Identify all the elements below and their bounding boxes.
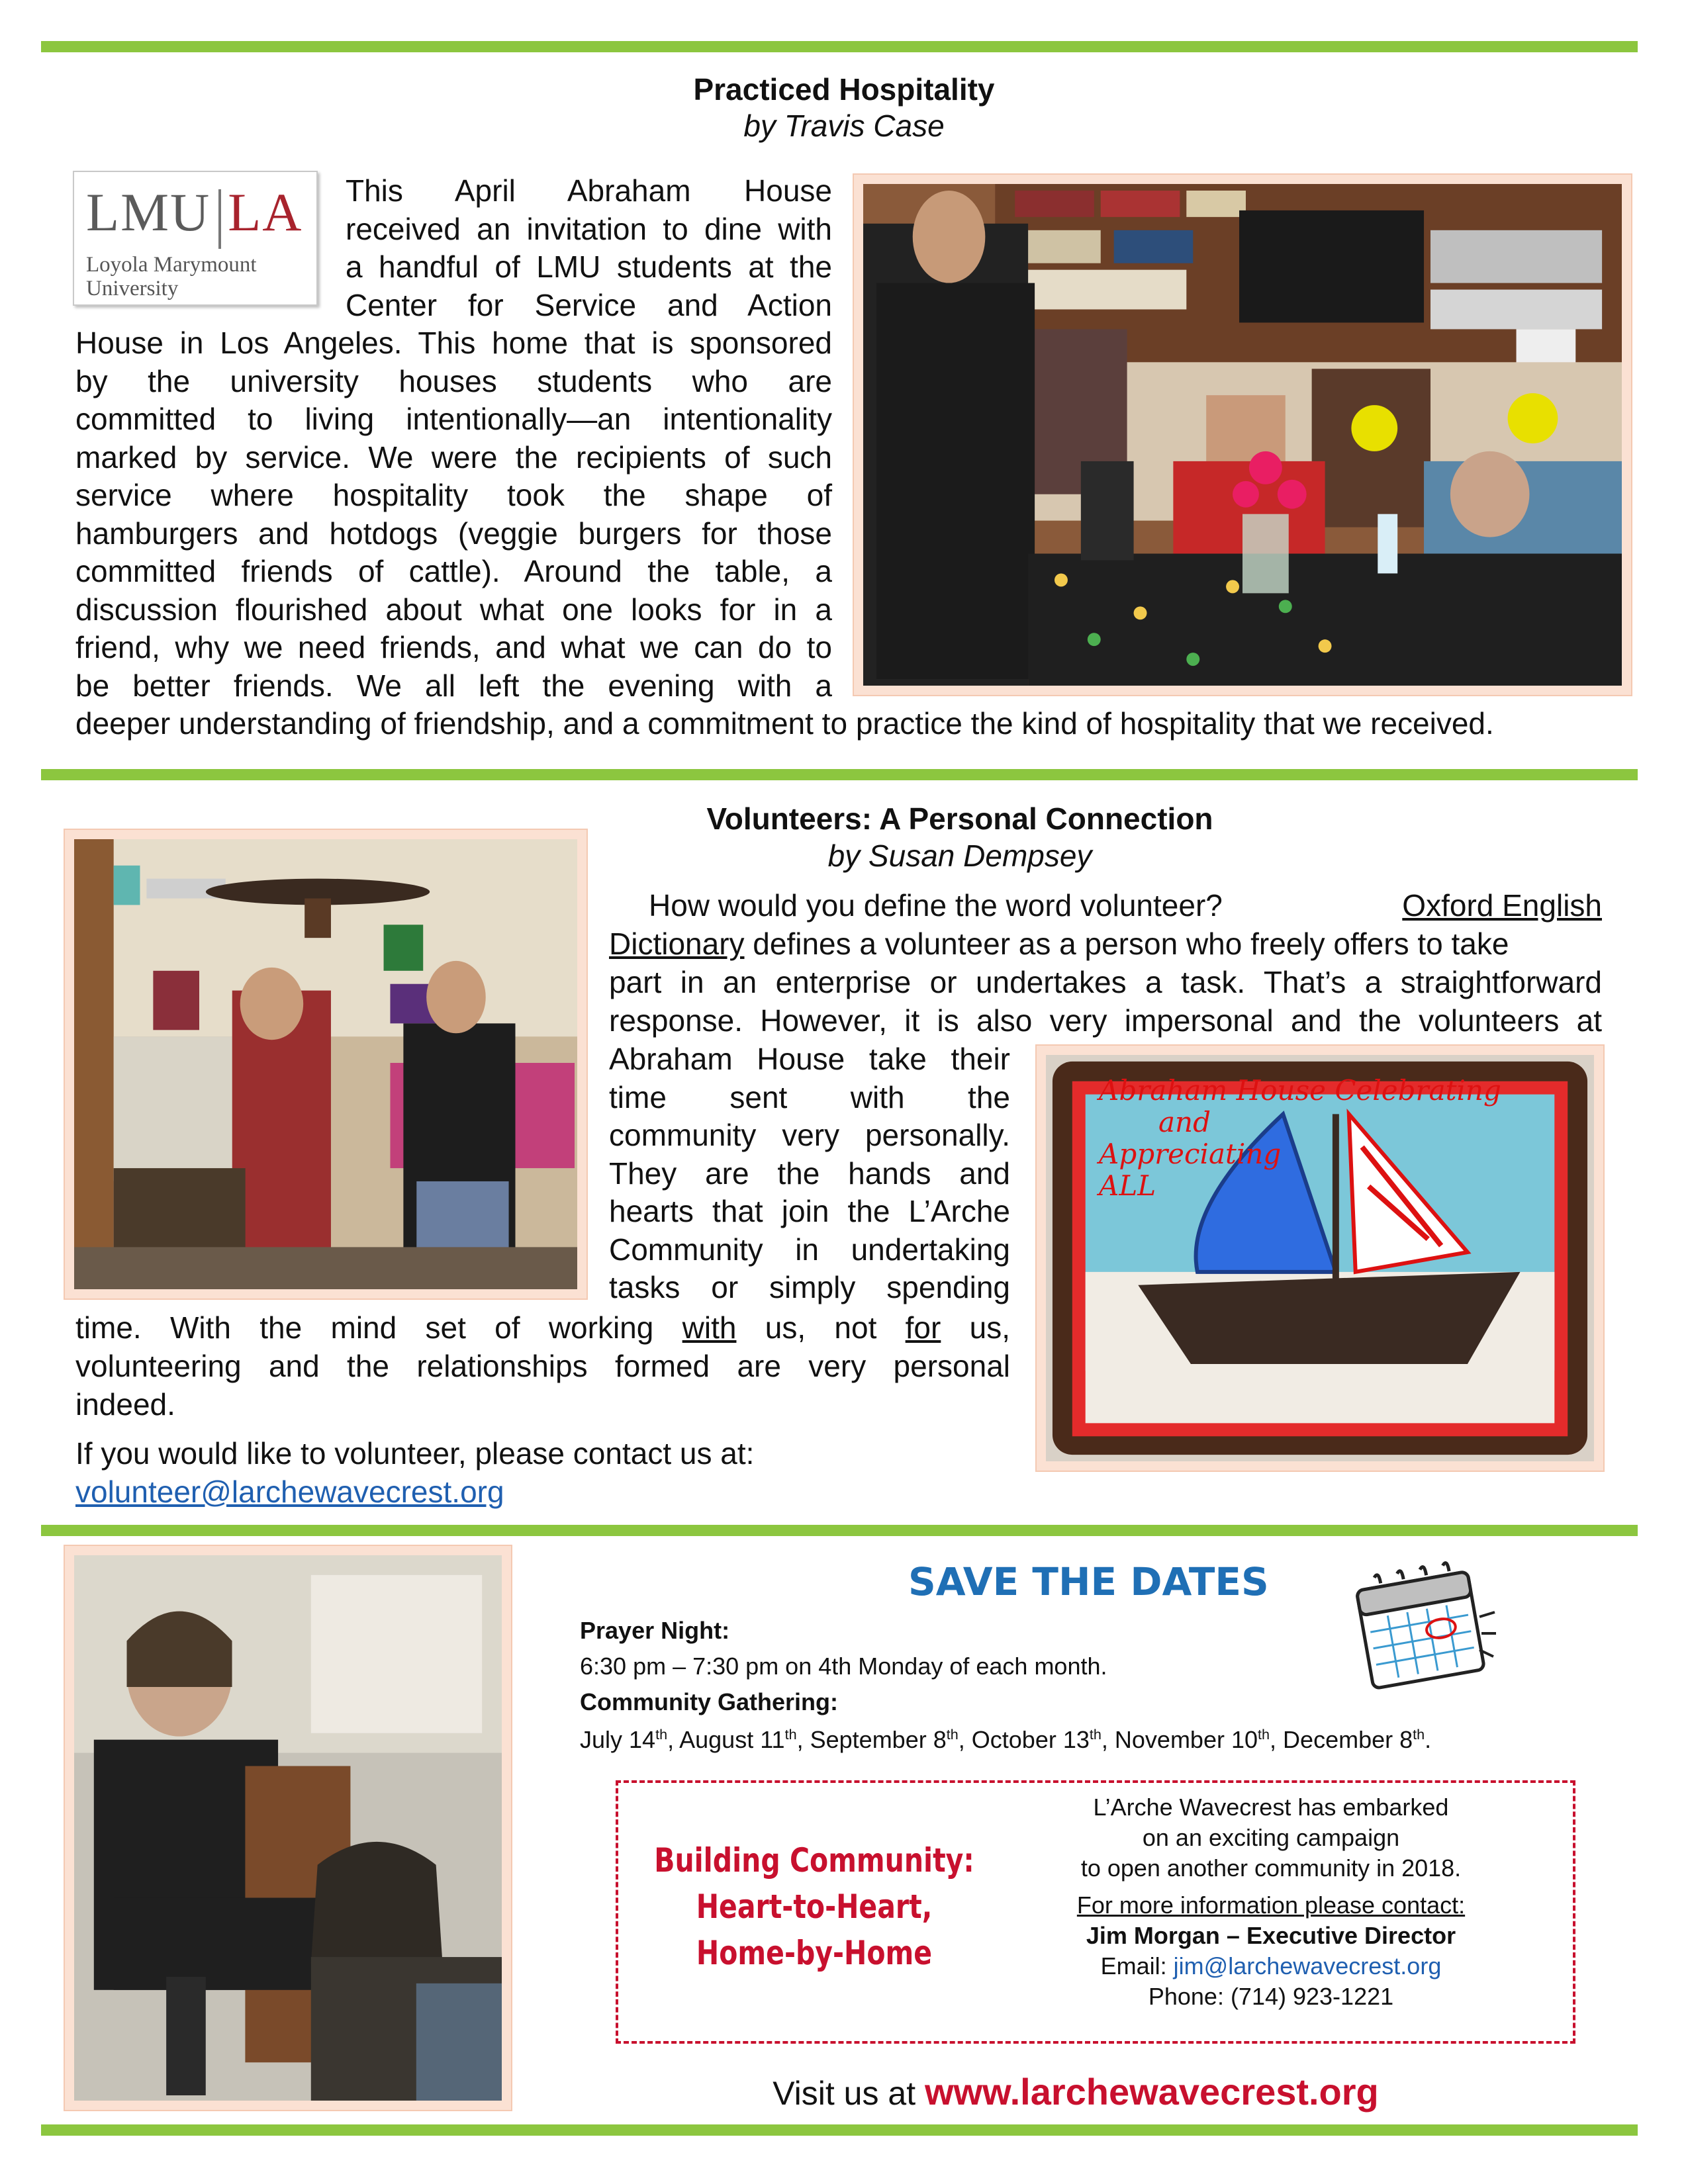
text-line: committed to living intentionally—an intentionality (75, 402, 832, 436)
contact-email-link[interactable]: jim@larchewavecrest.org (1173, 1952, 1442, 1979)
text-line: Center for Service and Action (346, 287, 832, 322)
text-line: by the university houses students who are (75, 363, 832, 398)
campaign-info: L’Arche Wavecrest has embarked on an exciting campaign to open another community in 2018. For more information please contact: Jim Morgan – Executive Director Email: jim@larchewavecrest.org Phone: (714) 923-1221 (1013, 1792, 1529, 2012)
gathering-date: August 11th, (679, 1726, 810, 1753)
article2-indeed: indeed. (75, 1387, 175, 1422)
oxford-link[interactable]: Oxford English (1402, 888, 1602, 923)
text-line: community very personally. (609, 1118, 1010, 1152)
text-line: received an invitation to dine with (346, 211, 832, 246)
text-line: This April Abraham House (346, 173, 832, 208)
text-line: marked by service. We were the recipients of such (75, 439, 832, 475)
prayer-night-time: 6:30 pm – 7:30 pm on 4th Monday of each month. (580, 1653, 1107, 1680)
divider-1 (41, 769, 1638, 780)
text-line: time sent with the (609, 1079, 1010, 1115)
divider-2 (41, 1525, 1638, 1536)
article2-title: Volunteers: A Personal Connection (706, 801, 1213, 836)
dictionary-link[interactable]: Dictionary (609, 927, 745, 961)
contact-email-row: Email: jim@larchewavecrest.org (1100, 1952, 1442, 1979)
article2-with-line: time. With the mind set of working with us, not for us, (75, 1310, 1011, 1345)
article2-vol-line: volunteering and the relationships formed are very personal (75, 1349, 1010, 1383)
text-line: hearts that join the L’Arche (609, 1194, 1010, 1228)
prayer-night-label: Prayer Night: (580, 1617, 730, 1644)
website-link[interactable]: www.larchewavecrest.org (924, 2071, 1379, 2113)
text-line: tasks or simply spending (609, 1270, 1010, 1304)
article2-line1: How would you define the word volunteer? (649, 888, 1223, 923)
text-line: Abraham House take their (609, 1042, 1010, 1076)
article2-line2: Dictionary defines a volunteer as a person who freely offers to take (609, 927, 1509, 961)
cake-photo (1035, 1044, 1605, 1472)
text-line: service where hospitality took the shape of (75, 478, 832, 512)
text-line: a handful of LMU students at the (346, 250, 832, 284)
lmu-logo: LMU LA Loyola Marymount University (73, 171, 318, 306)
gathering-date: November 10th, (1114, 1726, 1284, 1753)
divider-top (41, 41, 1638, 52)
article1-title: Practiced Hospitality (693, 72, 995, 107)
volunteer-email-link[interactable]: volunteer@larchewavecrest.org (75, 1475, 504, 1509)
volunteer-contact-text: If you would like to volunteer, please contact us at: (75, 1436, 755, 1471)
contact-name: Jim Morgan – Executive Director (1086, 1922, 1456, 1949)
article2-line3: part in an enterprise or undertakes a task. That’s a straightforward (609, 965, 1602, 999)
article2-byline: by Susan Dempsey (827, 839, 1092, 873)
text-line: hamburgers and hotdogs (veggie burgers for those (75, 516, 832, 551)
text-line: They are the hands and (609, 1156, 1010, 1191)
text-line: be better friends. We all left the evening with a (75, 668, 832, 703)
gathering-date: July 14th, (580, 1726, 680, 1753)
living-room-photo (64, 829, 588, 1300)
divider-bottom (41, 2124, 1638, 2136)
gathering-date: December 8th. (1283, 1726, 1432, 1753)
text-line: committed friends of cattle). Around the table, a (75, 554, 832, 588)
community-gathering-label: Community Gathering: (580, 1688, 839, 1715)
article1-intro (346, 172, 832, 324)
more-info-heading: For more information please contact: (1076, 1891, 1466, 1919)
cake-writing: Abraham House Celebrating and Appreciating ALL (1099, 1074, 1501, 1202)
gathering-date: September 8th, (810, 1726, 972, 1753)
text-line: friend, why we need friends, and what we can do to (75, 630, 832, 664)
footer-visit: Visit us at www.larchewavecrest.org (773, 2071, 1379, 2113)
gathering-date: October 13th, (971, 1726, 1115, 1753)
text-line: House in Los Angeles. This home that is sponsored (75, 326, 832, 360)
campaign-slogan: Building Community: Heart-to-Heart, Home-by-Home (654, 1841, 974, 1972)
article1-byline: by Travis Case (743, 109, 945, 143)
contact-phone: Phone: (714) 923-1221 (1148, 1983, 1394, 2010)
article1-body (75, 324, 832, 705)
calendar-icon (1344, 1554, 1496, 1700)
community-gathering-dates (580, 1722, 1431, 1758)
text-line: discussion flourished about what one looks for in a (75, 592, 832, 627)
save-the-dates-title: SAVE THE DATES (908, 1559, 1269, 1604)
article2-line4: response. However, it is also very impersonal and the volunteers at (609, 1003, 1602, 1038)
jenga-table-photo (853, 173, 1632, 696)
friends-photo (64, 1545, 512, 2111)
article1-final-line: deeper understanding of friendship, and a commitment to practice the kind of hospitality that we received. (75, 706, 1494, 741)
article2-narrow-text (609, 1040, 1010, 1307)
text-line: Community in undertaking (609, 1232, 1010, 1267)
